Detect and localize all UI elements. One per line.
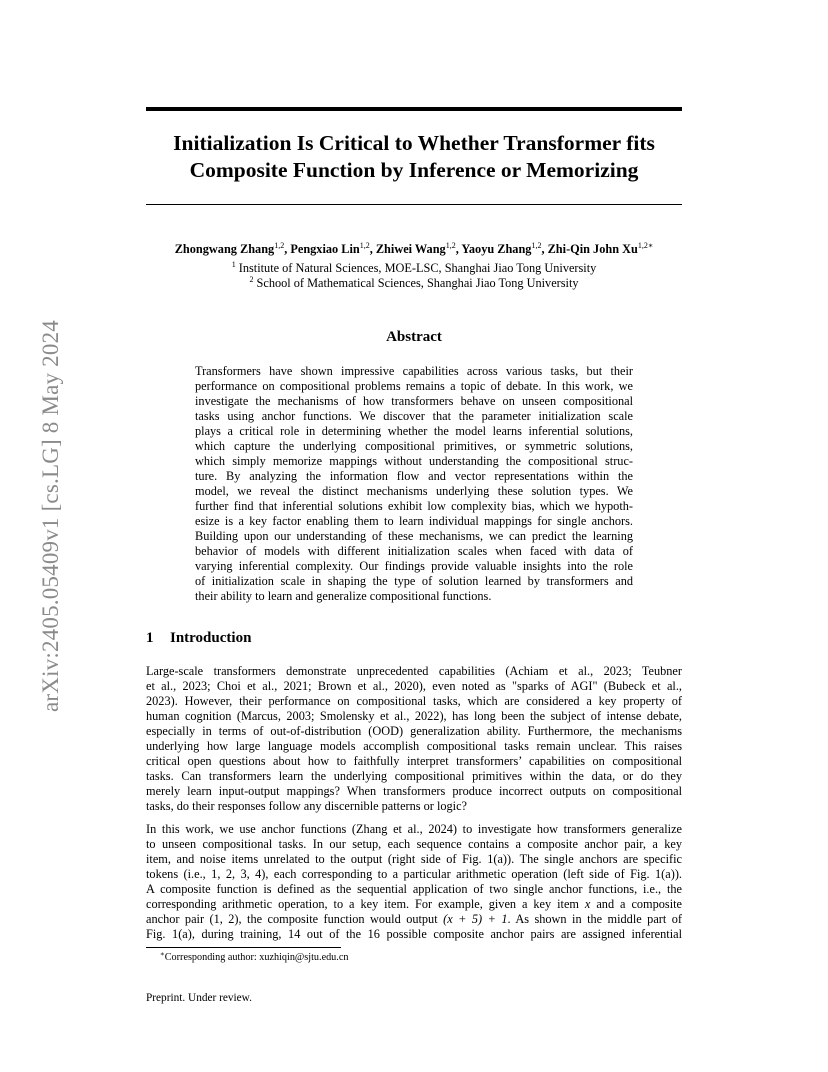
intro-paragraph [146,822,682,942]
abstract-line: plays a critical role in determining whether the model learns inferential solutions, [195,424,633,438]
preprint-note: Preprint. Under review. [146,992,252,1004]
title-bottom-rule [146,204,682,205]
paragraph-line: critical open questions about how to faithfully interpret transformers’ capabilities on compositional [146,754,682,768]
paragraph-line: merely learn input-output mappings? When transformers produce incorrect outputs on compositional [146,784,682,798]
abstract-line: which simply memorize mappings without understanding the compositional struc- [195,454,633,468]
paragraph-line: human cognition (Marcus, 2003; Smolensky et al., 2022), has long been the subject of intense debate, [146,709,682,723]
line-text: anchor pair (1, 2), the composite function would output [146,912,438,926]
line-text: . As shown in the middle part of [507,912,682,926]
paragraph-line: tasks. Can transformers learn the underlying compositional primitives within the data, or do they [146,769,682,783]
abstract-line: Transformers have shown impressive capabilities across various tasks, but their [195,364,633,378]
abstract-line: performance on compositional problems remains a topic of debate. In this work, we [195,379,633,393]
author-name: Yaoyu Zhang [461,242,532,256]
affiliation-text: School of Mathematical Sciences, Shanghai Jiao Tong University [256,276,579,290]
line-text: corresponding arithmetic operation, to a key item. For example, given a key item [146,897,579,911]
paragraph-line: item, and noise items unrelated to the output (right side of Fig. 1(a)). The single anchors are specific [146,852,682,866]
paragraph-line: underlying how large language models accomplish compositional tasks remain unclear. This raises [146,739,682,753]
paragraph-line [146,897,682,912]
author-name: Pengxiao Lin [290,242,360,256]
affiliation-mark: 1 [231,260,236,269]
math-composite-output: (x + 5) + 1 [443,912,508,926]
abstract-line: investigate the mechanisms of how transformers behave on unseen compositional [195,394,633,408]
paper-title [146,130,682,184]
abstract-line: of initialization scale in shaping the type of solution learned by transformers and [195,574,633,588]
affiliation [146,260,682,276]
author-name: Zhi-Qin John Xu [547,242,638,256]
footnote-mark: ∗ [160,950,165,958]
footnote-text: Corresponding author: xuzhiqin@sjtu.edu.cn [164,952,349,963]
abstract-line: behavior of models with different initialization scales when faced with data of [195,544,633,558]
abstract-line: which capture the underlying compositional primitives, or symmetric solutions, [195,439,633,453]
footnote-rule [146,947,341,948]
abstract-line: ture. By analyzing the information flow and vector representations within the [195,469,633,483]
abstract-line: tasks using anchor functions. We discover that the parameter initialization scale [195,409,633,423]
affiliation [146,275,682,291]
abstract-line: model, we reveal the distinct mechanisms underlying these solution types. We [195,484,633,498]
title-line: Initialization Is Critical to Whether Transformer fits [173,131,655,155]
paragraph-line [146,912,682,927]
paragraph-line: Large-scale transformers demonstrate unprecedented capabilities (Achiam et al., 2023; Teubner [146,664,682,678]
paragraph-line: tasks, do their responses follow any discernible patterns or logic? [146,799,468,813]
author-affiliation-mark: 1,2 [359,241,370,250]
title-line: Composite Function by Inference or Memorizing [189,158,639,182]
section-number: 1 [146,630,154,646]
paragraph-line: A composite function is defined as the sequential application of two single anchor functions, i.e., the [146,882,682,896]
paragraph-line: tokens (i.e., 1, 2, 3, 4), each corresponding to a particular arithmetic operation (left side of Fig. 1(a)). [146,867,682,881]
abstract-line: Building upon our understanding of these mechanisms, we can predict the learning [195,529,633,543]
abstract-text [195,364,633,604]
affiliation-text: Institute of Natural Sciences, MOE-LSC, Shanghai Jiao Tong University [238,261,597,275]
title-top-rule [146,107,682,111]
abstract-line: varying inferential complexity. Our findings provide valuable insights into the role [195,559,633,573]
abstract-line: their ability to learn and generalize compositional functions. [195,589,492,603]
author-name: Zhongwang Zhang [174,242,275,256]
affiliation-mark: 2 [249,275,254,284]
section-title: Introduction [170,630,252,646]
section-heading [146,630,251,647]
author-affiliation-mark: 1,2∗ [637,241,654,250]
paragraph-line: Fig. 1(a), during training, 14 out of the 16 possible composite anchor pairs are assigned inferential [146,927,682,941]
paragraph-line: et al., 2023; Choi et al., 2021; Brown et al., 2020), even noted as "sparks of AGI" (Bubeck et al., [146,679,682,693]
paragraph-line: to unseen compositional tasks. In our setup, each sequence contains a composite anchor pair, a key [146,837,682,851]
author-name: Zhiwei Wang [375,242,446,256]
intro-paragraph [146,664,682,814]
line-text: and a composite [596,897,682,911]
math-key-item: x [584,897,591,911]
paragraph-line: In this work, we use anchor functions (Zhang et al., 2024) to investigate how transformers generalize [146,822,682,836]
author-affiliation-mark: 1,2 [274,241,285,250]
abstract-heading: Abstract [386,329,442,345]
footnote [160,951,348,964]
abstract-line: esize is a key factor enabling them to learn individual mappings for single anchors. [195,514,633,528]
author-list: Zhongwang Zhang$^{1,2}$, Pengxiao Lin$^{1,2}$, Zhiwei Wang$^{1,2}$, Yaoyu Zhang$^{1,2}$, Zhi-Qin John $Xu^{1,2∗}$ [174,241,654,256]
abstract-line: further find that inferential solutions exhibit low complexity bias, which we hypoth- [195,499,633,513]
paragraph-line: 2023). However, their performance on compositional tasks, which are considered a key property of [146,694,682,708]
paragraph-line: especially in terms of out-of-distribution (OOD) generalization ability. Furthermore, the mechanisms [146,724,682,738]
arxiv-identifier: arXiv:2405.05409v1 [cs.LG] 8 May 2024 [38,320,63,712]
author-affiliation-mark: 1,2 [445,241,456,250]
author-affiliation-mark: 1,2 [531,241,542,250]
